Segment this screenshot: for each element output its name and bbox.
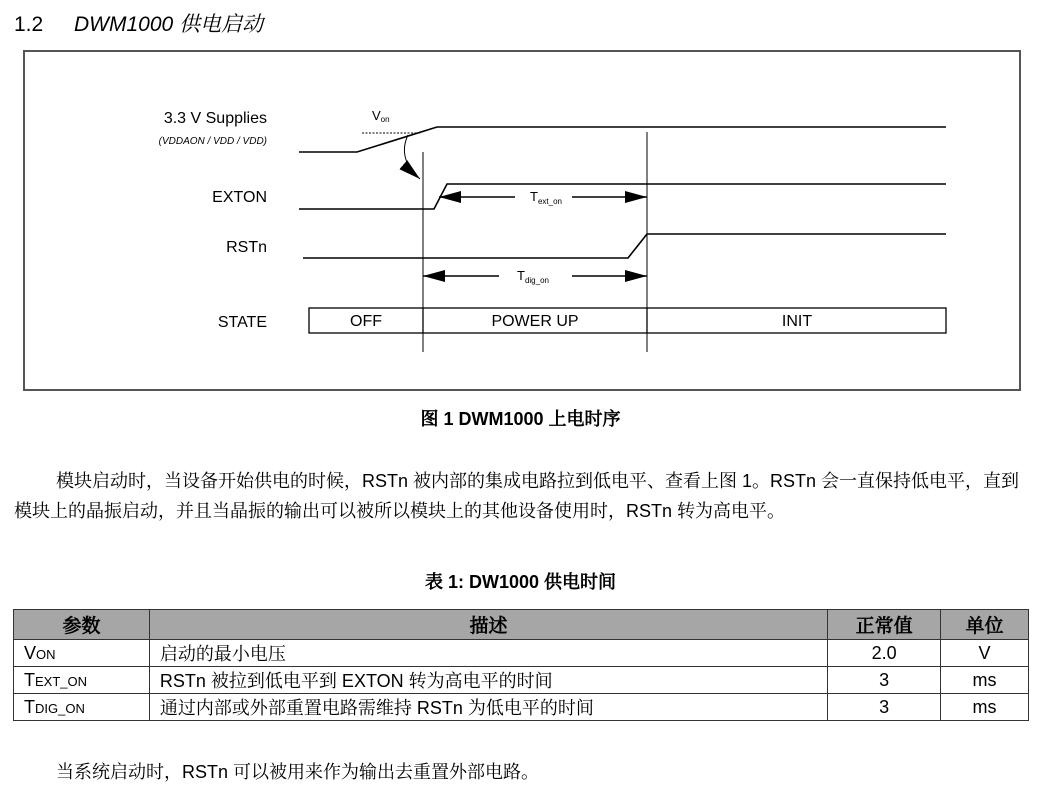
timing-diagram xyxy=(25,52,1019,389)
paragraph-startup: 模块启动时，当设备开始供电的时候，RSTn 被内部的集成电路拉到低电平、查看上图 1。RSTn 会一直保持低电平，直到模块上的晶振启动，并且当晶振的输出可以被所以模块上的其他设备使用时，RSTn 转为高电平。 xyxy=(14,471,1020,521)
header-unit: 单位 xyxy=(941,610,1029,640)
state-bar xyxy=(309,308,946,333)
table-row xyxy=(14,667,1029,694)
header-value: 正常值 xyxy=(828,610,941,640)
text-on-label: $T_{ext\_on}$ xyxy=(530,189,562,206)
timing-diagram-frame xyxy=(23,50,1021,391)
rstn-label: RSTn xyxy=(226,239,267,256)
table-row xyxy=(14,640,1029,667)
supplies-sublabel: (VDDAON / VDD / VDD) xyxy=(158,136,267,147)
trigger-arrow xyxy=(404,135,420,179)
tdig-on-label: $T_{dig\_on}$ xyxy=(517,268,549,285)
state-init: INIT xyxy=(781,313,813,330)
header-param: 参数 xyxy=(14,610,150,640)
section-heading xyxy=(14,8,263,38)
header-description: 描述 xyxy=(149,610,827,640)
table-caption: 表 1: DW1000 供电时间 xyxy=(424,572,617,592)
value-cell: 3 xyxy=(828,667,941,694)
description-cell: 启动的最小电压 xyxy=(149,640,827,667)
supplies-label: 3.3 V Supplies xyxy=(163,110,267,127)
state-power-up: POWER UP xyxy=(491,313,579,330)
supplies-waveform xyxy=(299,127,946,152)
unit-cell: V xyxy=(941,640,1029,667)
param-cell: TEXT_ON xyxy=(14,667,150,694)
paragraph-rstn-output: 当系统启动时，RSTn 可以被用来作为输出去重置外部电路。 xyxy=(56,762,540,782)
unit-cell: ms xyxy=(941,667,1029,694)
unit-cell: ms xyxy=(941,694,1029,721)
description-cell: RSTn 被拉到低电平到 EXTON 转为高电平的时间 xyxy=(149,667,827,694)
param-cell: VON xyxy=(14,640,150,667)
section-number: 1.2 xyxy=(14,13,44,36)
table-row xyxy=(14,694,1029,721)
state-label: STATE xyxy=(217,314,267,331)
section-title: DWM1000 供电启动 xyxy=(74,13,264,36)
value-cell: 3 xyxy=(828,694,941,721)
state-off: OFF xyxy=(350,313,382,330)
power-timing-table xyxy=(13,609,1029,721)
param-cell: TDIG_ON xyxy=(14,694,150,721)
exton-label: EXTON xyxy=(212,189,267,206)
rstn-waveform xyxy=(303,234,946,258)
table-header-row xyxy=(14,610,1029,640)
value-cell: 2.0 xyxy=(828,640,941,667)
description-cell: 通过内部或外部重置电路需维持 RSTn 为低电平的时间 xyxy=(149,694,827,721)
von-label: Von xyxy=(372,108,390,124)
figure-caption: 图 1 DWM1000 上电时序 xyxy=(420,409,621,429)
